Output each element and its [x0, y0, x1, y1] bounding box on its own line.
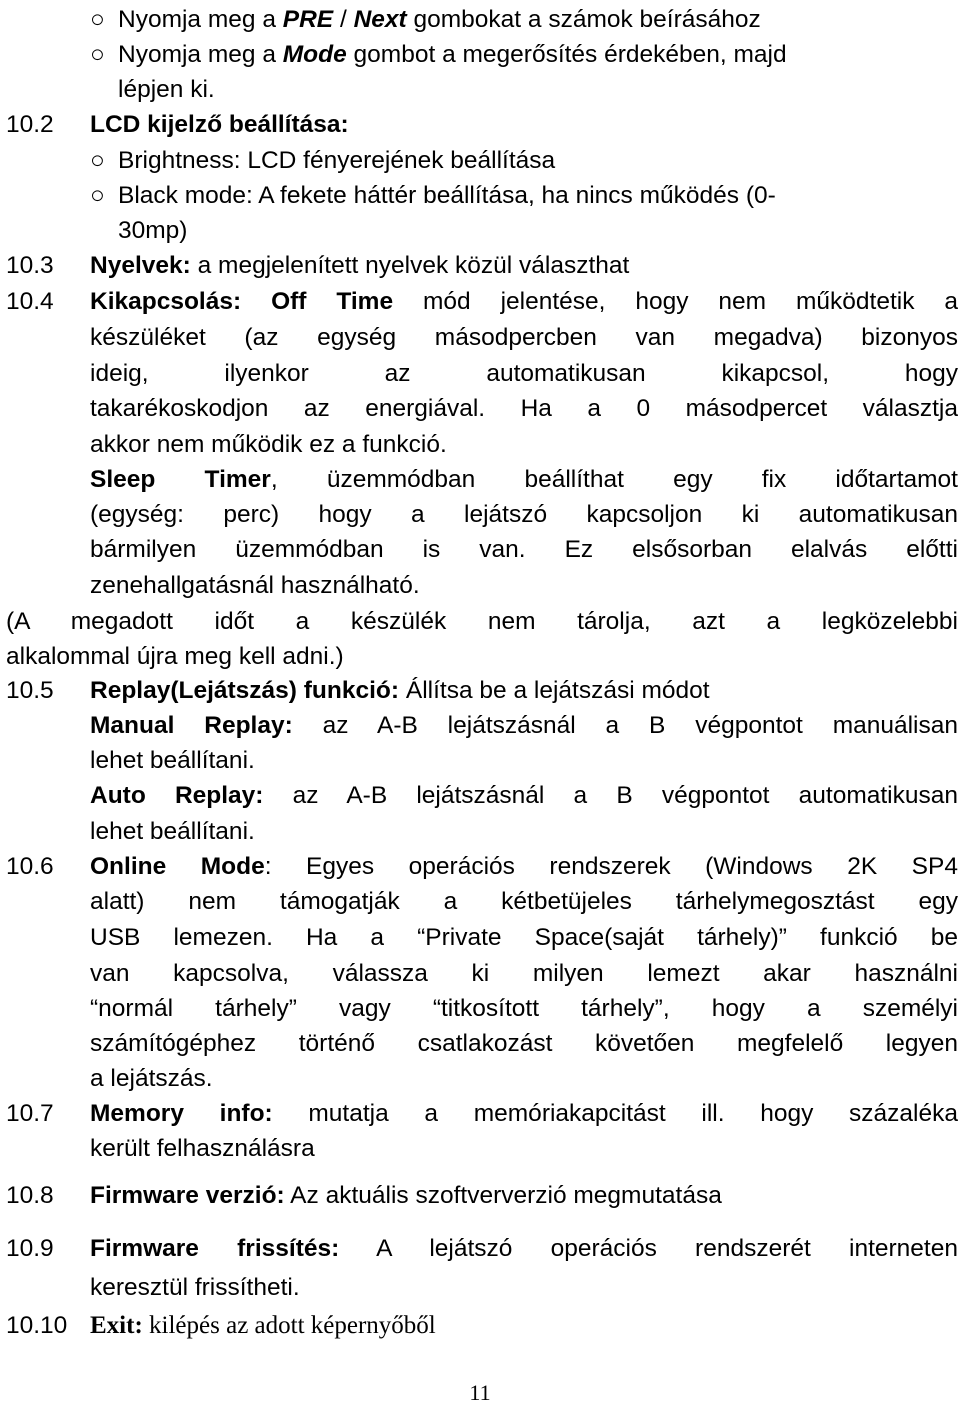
- text-line: Manual Replay: az A-B lejátszásnál a B végpontot manuálisan: [90, 712, 958, 739]
- section-number: 10.5: [6, 677, 54, 704]
- bullet-icon: ○: [90, 182, 105, 209]
- text-line: van kapcsolva, válassza ki milyen lemezt akar használni: [90, 960, 958, 987]
- section-number: 10.7: [6, 1100, 54, 1127]
- bullet-line: ○ Nyomja meg a Mode gombot a megerősítés érdekében, majd: [90, 37, 787, 73]
- section-line: Online Mode: Egyes operációs rendszerek (Windows 2K SP4: [90, 853, 958, 880]
- section-line: Exit: kilépés az adott képernyőből: [90, 1312, 436, 1339]
- text-line: (egység: perc) hogy a lejátszó kapcsoljon ki automatikusan: [90, 501, 958, 528]
- text-line: “normál tárhely” vagy “titkosított tárhely”, hogy a személyi: [90, 995, 958, 1022]
- bullet-icon: ○: [90, 41, 105, 68]
- bullet-line: ○ Black mode: A fekete háttér beállítása, ha nincs működés (0-: [90, 178, 776, 214]
- text-line: Sleep Timer, üzemmódban beállíthat egy fix időtartamot: [90, 466, 958, 493]
- section-number: 10.2: [6, 111, 54, 138]
- text-line: alatt) nem támogatják a kétbetüjeles tárhelymegosztást egy: [90, 888, 958, 915]
- section-line: Replay(Lejátszás) funkció: Állítsa be a lejátszási módot: [90, 677, 710, 704]
- section-line: Nyelvek: a megjelenített nyelvek közül választhat: [90, 252, 630, 279]
- text-line: keresztül frissítheti.: [90, 1274, 300, 1301]
- section-line: Firmware verzió: Az aktuális szoftververzió megmutatása: [90, 1182, 722, 1209]
- text-line: számítógéphez történő csatlakozást követően megfelelő legyen: [90, 1030, 958, 1057]
- section-title: LCD kijelző beállítása:: [90, 111, 349, 138]
- section-number: 10.4: [6, 288, 54, 315]
- text-line: 30mp): [118, 217, 188, 244]
- text-line: lehet beállítani.: [90, 747, 255, 774]
- note-line: (A megadott időt a készülék nem tárolja, azt a legközelebbi: [6, 608, 958, 635]
- section-number: 10.8: [6, 1182, 54, 1209]
- note-line: alkalommal újra meg kell adni.): [6, 643, 344, 670]
- text-line: készüléket (az egység másodpercben van megadva) bizonyos: [90, 324, 958, 351]
- section-line: Firmware frissítés: A lejátszó operációs rendszerét interneten: [90, 1235, 958, 1262]
- bullet-icon: ○: [90, 147, 105, 174]
- text-line: lépjen ki.: [118, 76, 215, 103]
- text-line: USB lemezen. Ha a “Private Space(saját tárhely)” funkció be: [90, 924, 958, 951]
- section-number: 10.6: [6, 853, 54, 880]
- section-line: Memory info: mutatja a memóriakapcitást ill. hogy százaléka: [90, 1100, 959, 1127]
- section-number: 10.3: [6, 252, 54, 279]
- bullet-line: ○ Nyomja meg a PRE / Next gombokat a számok beírásához: [90, 2, 761, 38]
- text-line: akkor nem működik ez a funkció.: [90, 431, 447, 458]
- text-line: került felhasználásra: [90, 1135, 315, 1162]
- text-line: Auto Replay: az A-B lejátszásnál a B végpontot automatikusan: [90, 782, 958, 809]
- text-line: zenehallgatásnál használható.: [90, 572, 420, 599]
- text-line: lehet beállítani.: [90, 818, 255, 845]
- section-line: Kikapcsolás: Off Time mód jelentése, hogy nem működtetik a: [90, 288, 958, 315]
- text-line: bármilyen üzemmódban is van. Ez elsősorban elalvás előtti: [90, 536, 958, 563]
- page-number: 11: [469, 1380, 491, 1405]
- text-line: ideig, ilyenkor az automatikusan kikapcsol, hogy: [90, 360, 958, 387]
- bullet-icon: ○: [90, 6, 105, 33]
- section-number: 10.9: [6, 1235, 54, 1262]
- bullet-line: ○ Brightness: LCD fényerejének beállítása: [90, 143, 555, 179]
- text-line: a lejátszás.: [90, 1065, 213, 1092]
- section-number: 10.10: [6, 1312, 68, 1339]
- text-line: takarékoskodjon az energiával. Ha a 0 másodpercet választja: [90, 395, 958, 422]
